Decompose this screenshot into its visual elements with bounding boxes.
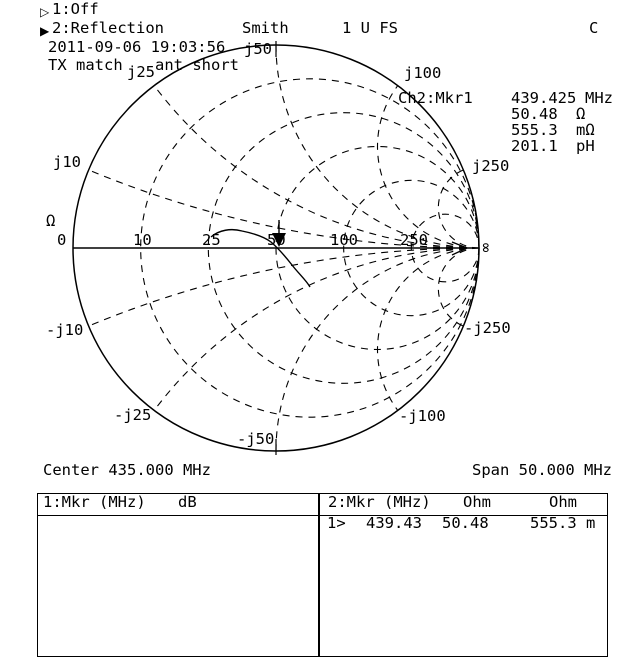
title-left: TX match xyxy=(48,56,123,74)
display-scale: 1 U FS xyxy=(342,19,398,37)
channel2-mode: 2:Reflection xyxy=(52,19,164,37)
reactance-label: j50 xyxy=(244,40,272,58)
resistance-axis-label: 10 xyxy=(133,231,152,249)
reactance-label: j25 xyxy=(127,63,155,81)
reactance-label: j100 xyxy=(404,64,442,82)
table-row-marker-id: 1> xyxy=(327,514,346,532)
resistance-axis-label: 25 xyxy=(202,231,221,249)
reactance-label: -j100 xyxy=(399,407,446,425)
marker-readout-unit: MHz xyxy=(585,89,613,107)
reactance-label: -j25 xyxy=(114,406,152,424)
marker-table-ch1 xyxy=(37,493,320,657)
marker-readout-unit: Ω xyxy=(576,105,586,123)
reactance-arc-100 xyxy=(377,86,479,248)
table-ch1-header-col2: dB xyxy=(178,493,197,511)
table-row-resistance: 50.48 xyxy=(442,514,489,532)
reactance-label: -j10 xyxy=(46,321,84,339)
marker-readout-unit: pH xyxy=(576,137,595,155)
table-ch2-header-col2: Ohm xyxy=(463,493,491,511)
table-ch2-header-col1: 2:Mkr (MHz) xyxy=(328,493,431,511)
span-frequency: Span 50.000 MHz xyxy=(472,461,612,479)
display-format: Smith xyxy=(242,19,289,37)
reactance-label: -j50 xyxy=(237,430,275,448)
marker-readout-value: 50.48 xyxy=(511,105,558,123)
table-ch1-header-col1: 1:Mkr (MHz) xyxy=(43,493,146,511)
resistance-axis-label: 250 xyxy=(400,231,428,249)
reactance-label: -j250 xyxy=(464,319,511,337)
axis-infinity-label: ∞ xyxy=(477,242,496,253)
reactance-label: j10 xyxy=(53,153,81,171)
marker-readout-unit: mΩ xyxy=(576,121,595,139)
channel1-state: 1:Off xyxy=(52,0,99,18)
table-row-reactance: 555.3 m xyxy=(530,514,596,532)
marker-readout-value: 201.1 xyxy=(511,137,558,155)
datetime: 2011-09-06 19:03:56 xyxy=(48,38,226,56)
resistance-axis-label: 50 xyxy=(267,231,286,249)
resistance-axis-label: 0 xyxy=(57,231,67,249)
marker-readout-value: 439.425 xyxy=(511,89,577,107)
channel2-indicator-icon: ▶ xyxy=(40,24,50,38)
resistance-axis-label: 100 xyxy=(330,231,358,249)
channel1-indicator-icon: ▷ xyxy=(40,5,50,19)
table-row-frequency: 439.43 xyxy=(366,514,422,532)
cal-status: C xyxy=(589,19,599,37)
table-ch2-header-col3: Ohm xyxy=(549,493,577,511)
marker-readout-prefix: Ch2:Mkr1 xyxy=(398,89,473,107)
center-frequency: Center 435.000 MHz xyxy=(43,461,211,479)
title-right: ant short xyxy=(155,56,239,74)
trace-ch2 xyxy=(211,230,310,287)
axis-unit-label: Ω xyxy=(46,212,56,230)
marker-readout-value: 555.3 xyxy=(511,121,558,139)
reactance-label: j250 xyxy=(472,157,510,175)
